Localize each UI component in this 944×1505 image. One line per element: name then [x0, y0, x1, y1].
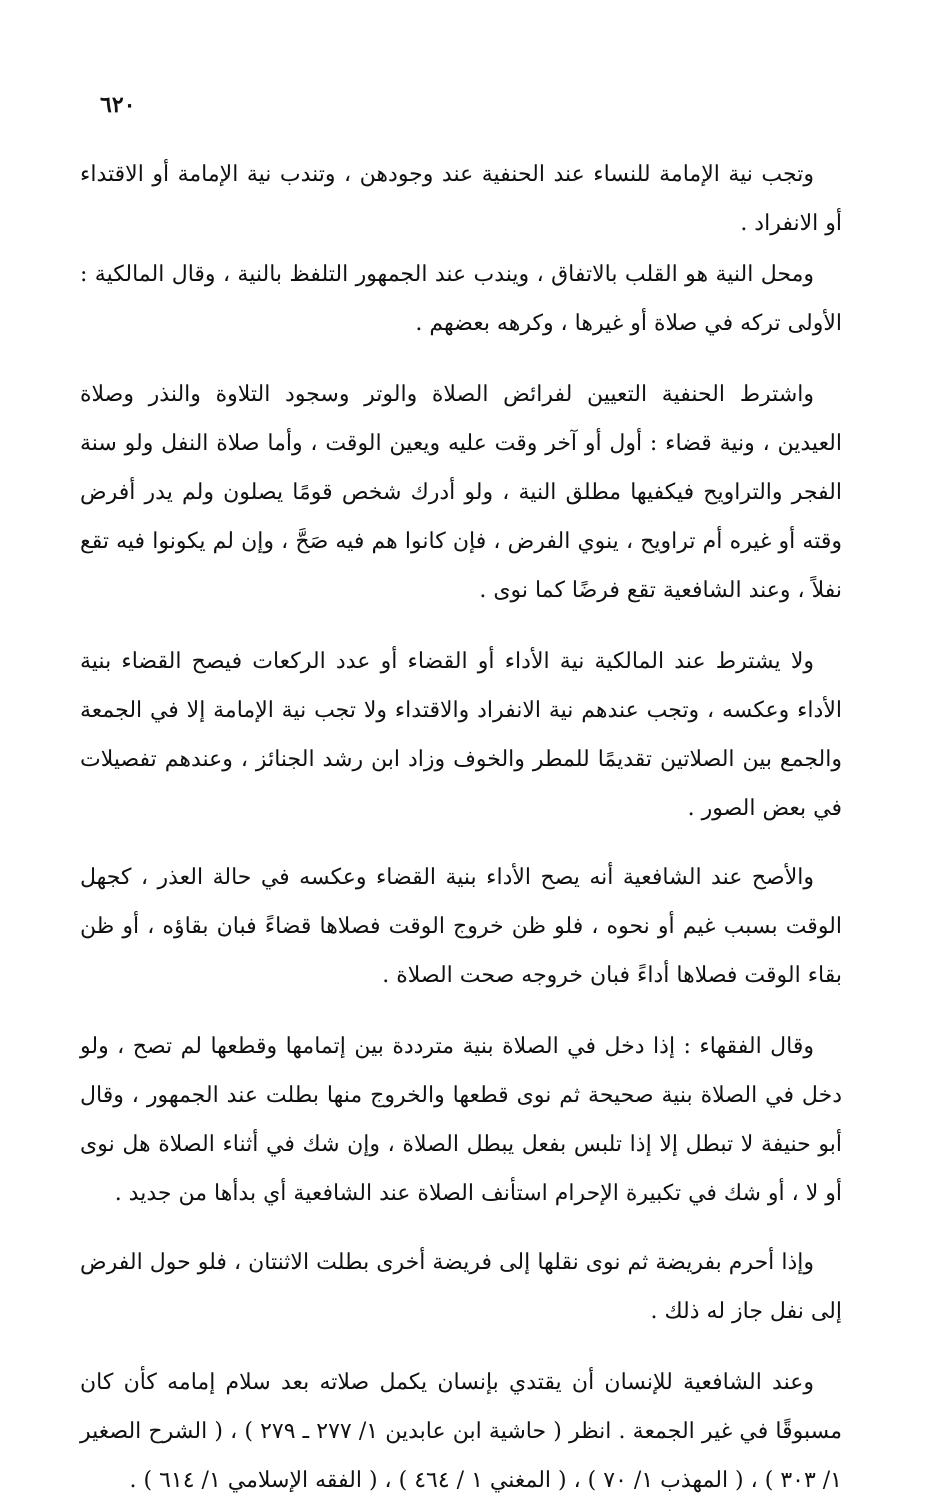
- page-body: [80, 150, 842, 1505]
- page-number: ٦٢٠: [100, 92, 136, 118]
- paragraph-place-of-intention: ومحل النية هو القلب بالاتفاق ، ويندب عند الجمهور التلفظ بالنية ، وقال المالكية : الأولى تركه في صلاة أو غيرها ، وكرهه بعضهم .: [80, 262, 842, 336]
- paragraph-hanafi-specification: واشترط الحنفية التعيين لفرائض الصلاة والوتر وسجود التلاوة والنذر وصلاة العيدين ، ونية قضاء : أول أو آخر وقت عليه ويعين الوقت ، وأما صلاة النفل ولو سنة الفجر والتراويح فيكفيها مطلق النية ، ولو أدرك شخص قومًا يصلون ولم يدر أفرض وقته أو غيره أم تراويح ، ينوي الفرض ، فإن كانوا هم فيه صَحَّ ، وإن لم يكونوا فيه تقع نفلاً ، وعند الشافعية تقع فرضًا كما نوى .: [80, 382, 842, 603]
- paragraph-changing-obligatory: وإذا أحرم بفريضة ثم نوى نقلها إلى فريضة أخرى بطلت الاثنتان ، فلو حول الفرض إلى نفل جاز له ذلك .: [80, 1250, 842, 1324]
- paragraph-following-masbuq: وعند الشافعية للإنسان أن يقتدي بإنسان يكمل صلاته بعد سلام إمامه كأن كان مسبوقًا في غير الجمعة . انظر ( حاشية ابن عابدين ١/ ٢٧٧ ـ ٢٧٩ ) ، ( الشرح الصغير ١/ ٣٠٣ ) ، ( المهذب ١/ ٧٠ ) ، ( المغني ١ / ٤٦٤ ) ، ( الفقه الإسلامي ١/ ٦١٤ ) .: [80, 1370, 842, 1493]
- paragraph-imamah-intention: وتجب نية الإمامة للنساء عند الحنفية عند وجودهن ، وتندب نية الإمامة أو الاقتداء أو الانفراد .: [80, 162, 842, 236]
- paragraph-shafii-ada-qada: والأصح عند الشافعية أنه يصح الأداء بنية القضاء وعكسه في حالة العذر ، كجهل الوقت بسبب غيم أو نحوه ، فلو ظن خروج الوقت فصلاها قضاءً فبان بقاؤه ، أو ظن بقاء الوقت فصلاها أداءً فبان خروجه صحت الصلاة .: [80, 865, 842, 988]
- paragraph-hesitant-intention: وقال الفقهاء : إذا دخل في الصلاة بنية مترددة بين إتمامها وقطعها لم تصح ، ولو دخل في الصلاة بنية صحيحة ثم نوى قطعها والخروج منها بطلت عند الجمهور ، وقال أبو حنيفة لا تبطل إلا إذا تلبس بفعل يبطل الصلاة ، وإن شك في أثناء الصلاة هل نوى أو لا ، أو شك في تكبيرة الإحرام استأنف الصلاة عند الشافعية أي بدأها من جديد .: [80, 1034, 842, 1206]
- paragraph-maliki-conditions: ولا يشترط عند المالكية نية الأداء أو القضاء أو عدد الركعات فيصح القضاء بنية الأداء وعكسه ، وتجب عندهم نية الانفراد والاقتداء ولا تجب نية الإمامة إلا في الجمعة والجمع بين الصلاتين تقديمًا للمطر والخوف وزاد ابن رشد الجنائز ، وعندهم تفصيلات في بعض الصور .: [80, 649, 842, 821]
